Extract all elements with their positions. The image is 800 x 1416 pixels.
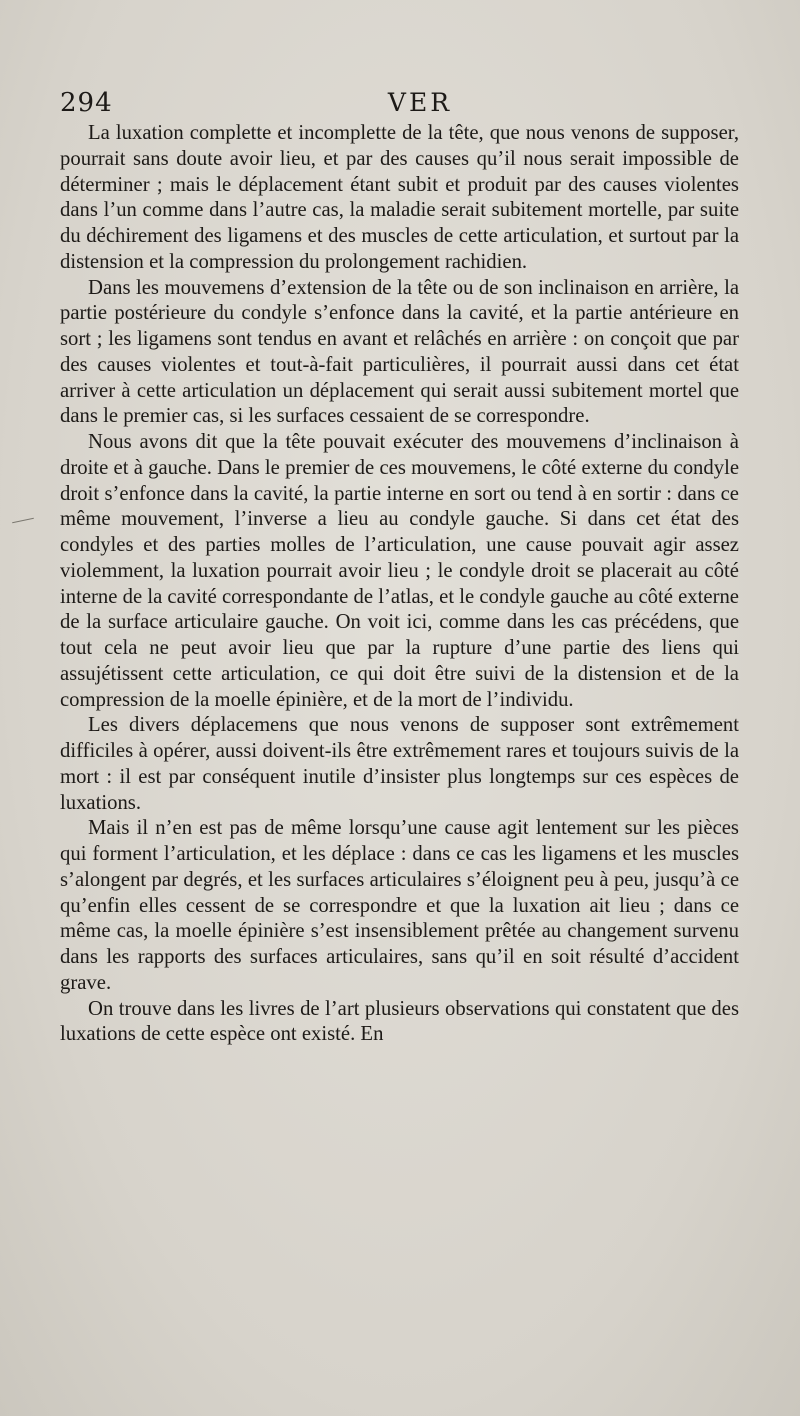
body-text (60, 121, 739, 1048)
page-header (60, 88, 740, 124)
paragraph: Mais il n’en est pas de même lorsqu’une cause agit lentement sur les pièces qui forment l’articulation, et les déplace : dans ce cas les ligamens et les muscles s’alongent par degrés, et les surfaces articulaires s’éloignent peu à peu, jusqu’à ce qu’enfin elles cessent de se correspondre et que la luxation ait lieu ; dans ce même cas, la moelle épinière s’est insensiblement prêtée au changement survenu dans les rapports des surfaces articulaires, sans qu’il en soit résulté d’accident grave. (60, 817, 739, 994)
page-number: 294 (60, 88, 113, 118)
paragraph: La luxation complette et incomplette de la tête, que nous venons de supposer, pourrait sans doute avoir lieu, et par des causes qu’il nous serait impossible de déterminer ; mais le déplacement étant subit et produit par des causes violentes dans l’un comme dans l’autre cas, la maladie serait subitement mortelle, par suite du déchirement des ligamens et des muscles de cette articulation, et surtout par la distension et la compression du prolongement rachidien. (60, 122, 739, 273)
paragraph: Dans les mouvemens d’extension de la tête ou de son inclinaison en arrière, la partie postérieure du condyle s’enfonce dans la cavité, et la partie antérieure en sort ; les ligamens sont tendus en avant et relâchés en arrière : on conçoit que par des causes violentes et tout-à-fait particulières, il pourrait aussi dans cet état arriver à cette articulation un déplacement qui serait aussi subitement mortel que dans le premier cas, si les surfaces cessaient de se correspondre. (60, 276, 739, 428)
margin-mark (12, 518, 34, 524)
paragraph: Les divers déplacemens que nous venons de supposer sont extrêmement difficiles à opérer, aussi doivent-ils être extrêmement rares et toujours suivis de la mort : il est par conséquent inutile d’insister plus longtemps sur ces espèces de luxations. (60, 714, 739, 814)
paragraph: Nous avons dit que la tête pouvait exécuter des mouvemens d’inclinaison à droite et à gauche. Dans le premier de ces mouvemens, le côté externe du condyle droit s’enfonce dans la cavité, la partie interne en sort ou tend à en sortir : dans ce même mouvement, l’inverse a lieu au condyle gauche. Si dans cet état des condyles et des parties molles de l’articulation, une cause pouvait agir assez violemment, la luxation pourrait avoir lieu ; le condyle droit se placerait au côté interne de la cavité correspondante de l’atlas, et le condyle gauche au côté externe de la surface articulaire gauche. On voit ici, comme dans les cas précédens, que tout cela ne peut avoir lieu que par la rupture d’une partie des liens qui assujétissent cette articulation, ce qui doit être suivi de la distension et de la compression de la moelle épinière, et de la mort de l’individu. (60, 431, 739, 711)
running-head: VER (387, 88, 453, 117)
paragraph: On trouve dans les livres de l’art plusieurs observations qui constatent que des luxations de cette espèce ont existé. En (60, 997, 739, 1046)
